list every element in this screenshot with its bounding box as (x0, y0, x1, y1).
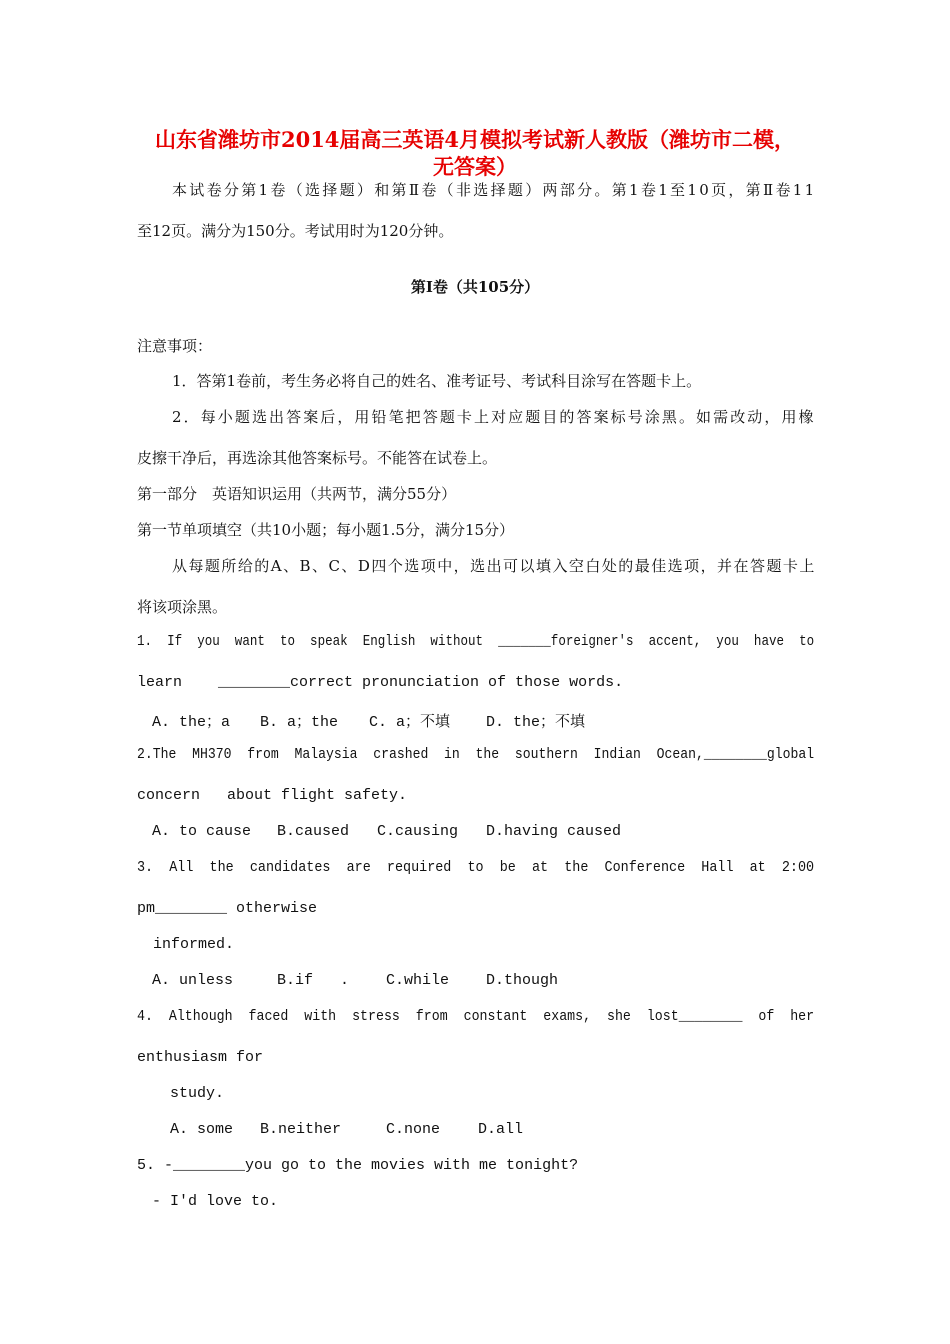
question-4-line2: enthusiasm for (137, 1049, 264, 1066)
notes-item-1: 1．答第1卷前，考生务必将自己的姓名、准考证号、考试科目涂写在答题卡上。 (172, 372, 702, 390)
option-b[interactable]: B.caused (277, 823, 350, 840)
question-5-line1: 5. -________you go to the movies with me tonight? (137, 1157, 579, 1174)
option-d[interactable]: D.having caused (486, 823, 622, 840)
option-c[interactable]: C.causing (377, 823, 459, 840)
option-b[interactable]: B.neither (260, 1121, 342, 1138)
intro-line1: 本试卷分第1卷（选择题）和第Ⅱ卷（非选择题）两部分。第1卷1至10页，第Ⅱ卷11 (172, 181, 817, 199)
question-4-line1: 4. Although faced with stress from constant exams, she lost________ of her (137, 1008, 815, 1025)
notes-label: 注意事项： (137, 337, 213, 355)
question-1-line2: learn ________correct pronunciation of those words. (137, 674, 624, 691)
option-c[interactable]: C.while (386, 972, 450, 989)
question-4-line3: study. (170, 1085, 225, 1102)
notes-item-2-line2: 皮擦干净后，再选涂其他答案标号。不能答在试卷上。 (137, 449, 498, 467)
intro-line2: 至12页。满分为150分。考试用时为120分钟。 (137, 222, 454, 240)
instructions-line2: 将该项涂黑。 (137, 598, 228, 616)
option-a[interactable]: A. to cause (152, 823, 252, 840)
option-d[interactable]: D. the；不填 (486, 714, 586, 731)
question-1-line1: 1. If you want to speak English without _______foreigner's accent, you have to (137, 633, 815, 650)
question-3-line2: pm________ otherwise (137, 900, 318, 917)
option-c[interactable]: C.none (386, 1121, 441, 1138)
option-a[interactable]: A. unless (152, 972, 234, 989)
document-title-line1: 山东省潍坊市2014届高三英语4月模拟考试新人教版（潍坊市二模， (154, 127, 796, 152)
instructions-line1: 从每题所给的A、B、C、D四个选项中，选出可以填入空白处的最佳选项，并在答题卡上 (172, 557, 816, 575)
option-b[interactable]: B.if . (277, 972, 350, 989)
question-2-line2: concern about flight safety. (137, 787, 408, 804)
question-2-line1: 2.The MH370 from Malaysia crashed in the southern Indian Ocean,________global (137, 746, 815, 763)
question-5-line2: - I'd love to. (152, 1193, 279, 1210)
question-3-line1: 3. All the candidates are required to be at the Conference Hall at 2:00 (137, 859, 815, 876)
option-d[interactable]: D.though (486, 972, 559, 989)
section-one-heading: 第一节单项填空（共10小题；每小题1.5分，满分15分） (137, 521, 515, 539)
option-a[interactable]: A. the；a (152, 714, 231, 731)
document-title-line2: 无答案） (433, 154, 517, 179)
volume-heading: 第Ⅰ卷（共105分） (410, 278, 540, 296)
option-a[interactable]: A. some (170, 1121, 234, 1138)
option-d[interactable]: D.all (478, 1121, 524, 1138)
question-3-line3: informed. (153, 936, 235, 953)
part-one-heading: 第一部分 英语知识运用（共两节，满分55分） (137, 485, 457, 503)
notes-item-2-line1: 2．每小题选出答案后，用铅笔把答题卡上对应题目的答案标号涂黑。如需改动，用橡 (172, 408, 816, 426)
option-b[interactable]: B. a；the (260, 714, 339, 731)
option-c[interactable]: C. a；不填 (369, 714, 451, 731)
